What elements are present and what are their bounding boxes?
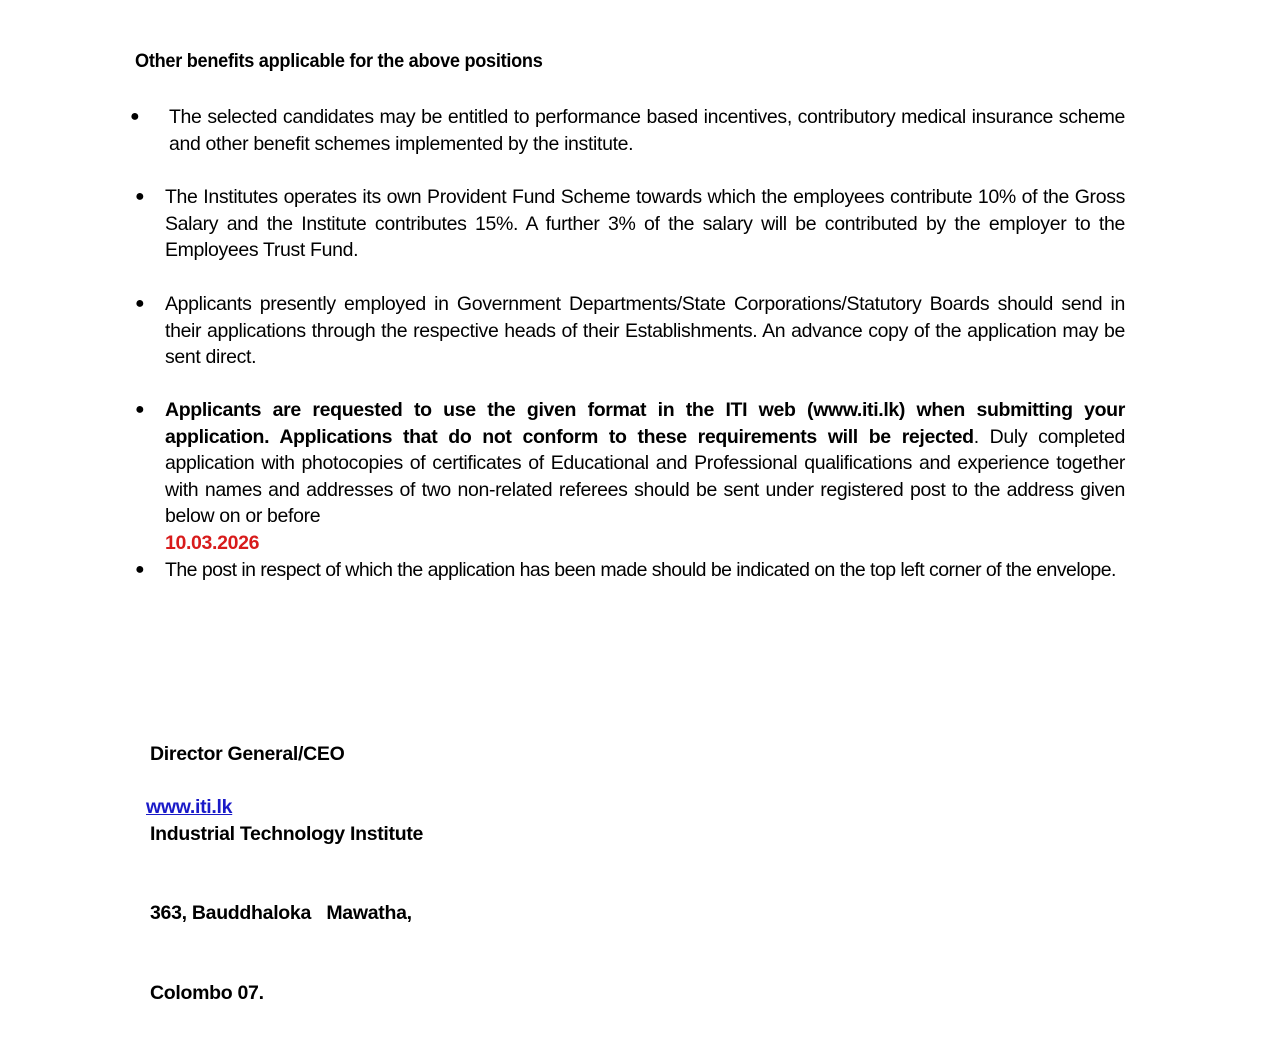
list-item-text: [165, 397, 1125, 556]
deadline-date: 10.03.2026: [165, 531, 260, 554]
website-link[interactable]: www.iti.lk: [146, 796, 233, 818]
bullet-icon: ●: [135, 295, 145, 312]
submission-instructions: . Duly completed application with photocopies of certificates of Educational and Professional qualifications and experience together with names and addresses of two non-related referees should be sent under registered post to the address given below on or before: [165, 425, 1125, 527]
address-recipient: Director General/CEO: [150, 743, 345, 765]
list-item-text: The selected candidates may be entitled to performance based incentives, contributory medical insurance scheme and other benefit schemes implemented by the institute.: [169, 106, 1125, 155]
list-item-text: Applicants presently employed in Government Departments/State Corporations/Statutory Boards should send in their applications through the respective heads of their Establishments. An advance copy of the application may be sent direct.: [165, 293, 1125, 368]
application-requirement-notice: Applicants are requested to use the given format in the ITI web (www.iti.lk) when submitting your application. Applications that do not conform to these requirements will be rejected: [165, 399, 1125, 448]
bullet-icon: ●: [135, 188, 145, 205]
address-organization: Industrial Technology Institute: [150, 822, 424, 845]
address-street: 363, Bauddhaloka Mawatha,: [150, 902, 412, 924]
mailing-address: [150, 688, 423, 1059]
list-item-text: The Institutes operates its own Provident Fund Scheme towards which the employees contribute 10% of the Gross Salary and the Institute contributes 15%. A further 3% of the salary will be contributed by the employer to the Employees Trust Fund.: [165, 186, 1125, 261]
bullet-icon: ●: [135, 561, 145, 578]
bullet-icon: ●: [135, 401, 145, 418]
address-city: Colombo 07.: [150, 981, 264, 1004]
list-item-text: The post in respect of which the application has been made should be indicated on the top left corner of the envelope.: [165, 559, 1116, 581]
bullet-icon: ●: [130, 108, 140, 125]
section-heading: Other benefits applicable for the above positions: [135, 50, 543, 72]
